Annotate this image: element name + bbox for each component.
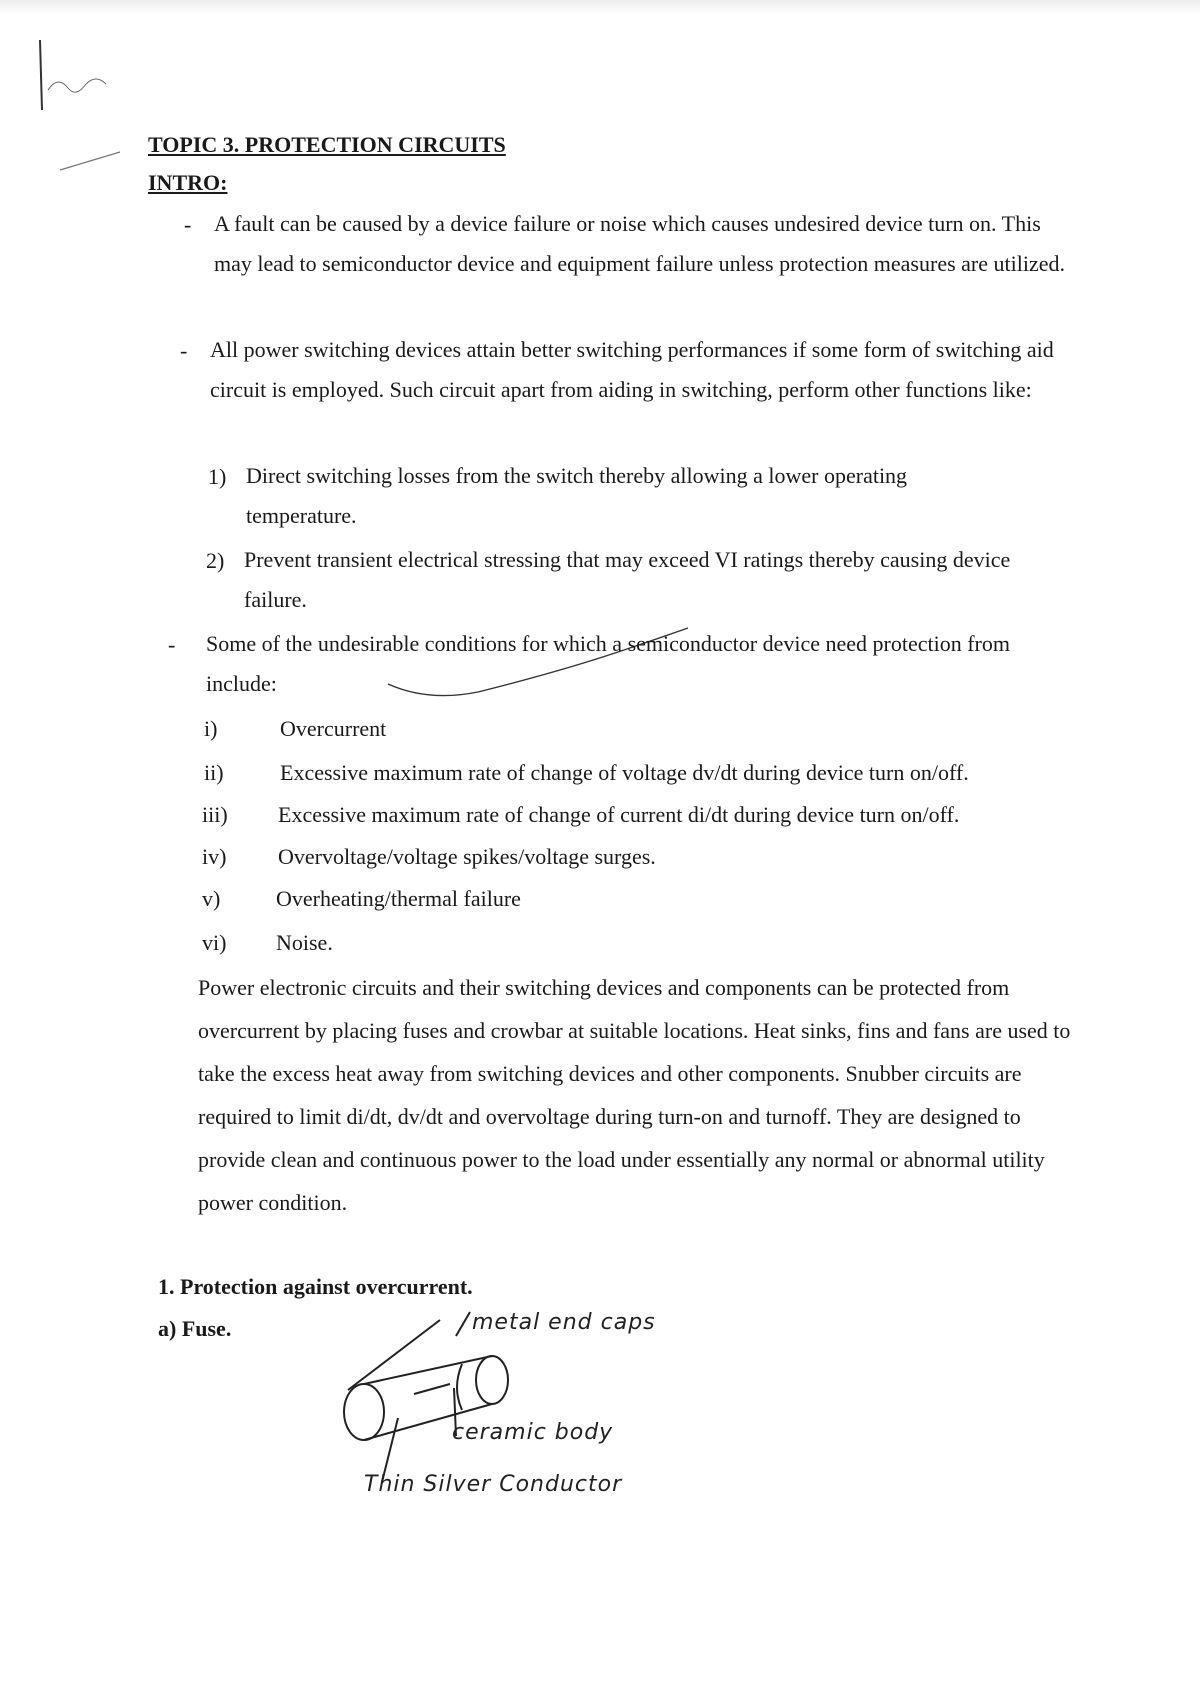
body-paragraph: Power electronic circuits and their switching devices and components can be protected from overcurrent by placing fuses and crowbar at suitable locations. Heat sinks, fins and fans are used to take the excess heat away from switching devices and other components. Snubber circuits are required to limit di/dt, dv/dt and overvoltage during turn-on and turnoff. They are designed to provide clean and continuous power to the load under essentially any normal or abnormal utility power condition. [198, 975, 1071, 1215]
bullet-marker: - [180, 338, 188, 363]
roman-item-number: v) [202, 886, 221, 911]
topic-heading: TOPIC 3. PROTECTION CIRCUITS [148, 132, 506, 157]
fuse-label-body: ceramic body [452, 1420, 614, 1445]
bullet-text: All power switching devices attain better switching performances if some form of switching aid circuit is employed. Such circuit apart from aiding in switching, perform other functions like: [210, 337, 1054, 402]
bullet-text: Some of the undesirable conditions for which a semiconductor device need protection from include: [206, 631, 1010, 696]
roman-item-number: ii) [204, 760, 224, 785]
roman-item-number: i) [204, 716, 218, 741]
roman-item-text: Overcurrent [280, 716, 387, 741]
numbered-item-text: Prevent transient electrical stressing that may exceed VI ratings thereby causing device failure. [244, 547, 1011, 612]
subsection-heading: a) Fuse. [158, 1316, 232, 1341]
roman-item-number: iv) [202, 844, 227, 869]
roman-item-text: Excessive maximum rate of change of current di/dt during device turn on/off. [278, 802, 960, 827]
bullet-marker: - [168, 632, 176, 657]
roman-item-text: Overvoltage/voltage spikes/voltage surges. [278, 844, 656, 869]
roman-item-number: iii) [202, 802, 228, 827]
section-heading: 1. Protection against overcurrent. [158, 1274, 473, 1299]
fuse-label-conductor: Thin Silver Conductor [364, 1472, 623, 1497]
numbered-item-text: Direct switching losses from the switch thereby allowing a lower operating temperature. [246, 463, 908, 528]
roman-item-number: vi) [202, 930, 227, 955]
fuse-label-end-caps: metal end caps [472, 1310, 656, 1335]
roman-item-text: Overheating/thermal failure [276, 886, 521, 911]
fuse-drawing [344, 1312, 508, 1482]
numbered-item-number: 1) [208, 464, 227, 489]
bullet-text: A fault can be caused by a device failure or noise which causes undesired device turn on. This may lead to semiconductor device and equipment failure unless protection measures are utilized. [214, 211, 1065, 276]
roman-item-text: Excessive maximum rate of change of voltage dv/dt during device turn on/off. [280, 760, 969, 785]
bullet-marker: - [184, 212, 192, 237]
numbered-item-number: 2) [206, 548, 225, 573]
intro-heading: INTRO: [148, 170, 228, 195]
roman-item-text: Noise. [276, 930, 333, 955]
